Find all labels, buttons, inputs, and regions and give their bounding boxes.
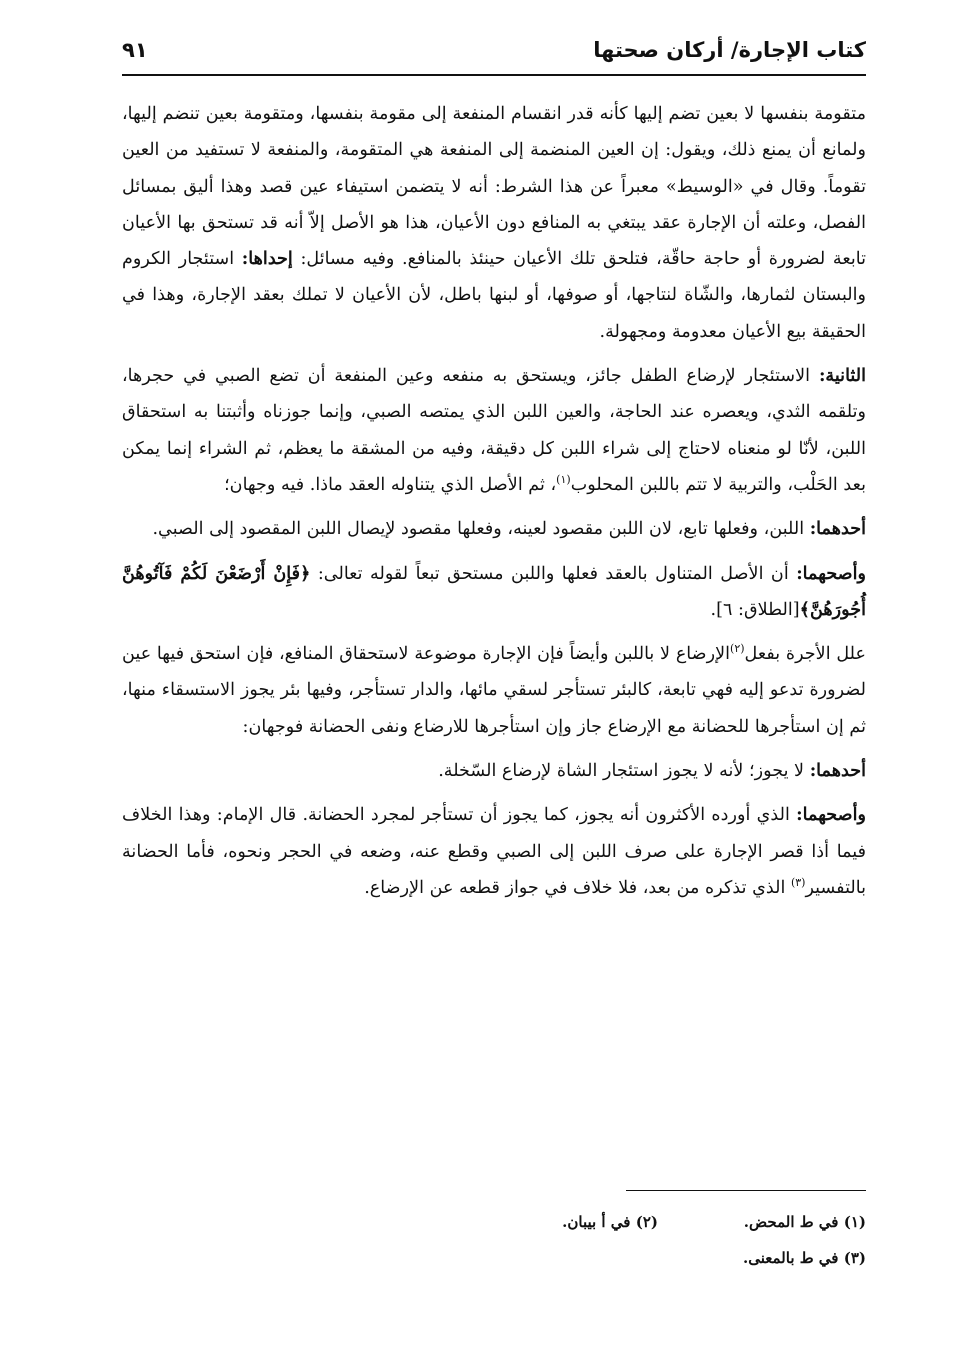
paragraph-2 xyxy=(122,358,866,503)
paragraph-text: علل الأجرة بفعل xyxy=(744,644,866,665)
paragraph-6 xyxy=(122,753,866,789)
page-number: ٩١ xyxy=(122,38,148,62)
footnote-text: في ط المحض. xyxy=(743,1213,839,1231)
paragraph-lead: وأصحهما: xyxy=(796,804,866,826)
footnote-text: في أ بيبان. xyxy=(562,1213,631,1231)
footnote-row xyxy=(122,1204,866,1240)
footnote-2 xyxy=(450,1204,658,1240)
running-title: كتاب الإجارة/ أركان صحتها xyxy=(593,38,866,62)
footnote-ref-1[interactable]: (١) xyxy=(556,473,571,487)
paragraph-text: أن الأصل المتناول بالعقد فعلها واللبن مستحق تبعاً لقوله تعالى: xyxy=(310,563,797,584)
footnote-text: في ط بالمعنى. xyxy=(743,1249,839,1267)
footnote-label: (١) xyxy=(843,1213,866,1231)
footnote-ref-3[interactable]: (٣) xyxy=(790,876,806,890)
footnotes xyxy=(122,1204,866,1276)
paragraph-text: لا يجوز؛ لأنه لا يجوز استئجار الشاة لإرضاع السّخلة. xyxy=(438,761,810,782)
header-divider xyxy=(122,74,866,76)
paragraph-text: متقومة بنفسها لا بعين تضم إليها كأنه قدر انقسام المنفعة إلى مقومة بنفسها، ومتقومة بعين تنضم إليها، ولمانع أن يمنع ذلك، ويقول: إن العين المنضمة إلى المنفعة هي المتقومة، والمنفعة لا تستفيد من العين تقوماً. وقال في «الوسيط» معبراً عن هذا الشرط: أنه لا يتضمن استيفاء عين قصد وهذا أليق بمسائل الفصل، وعلته أن الإجارة عقد يبتغي به المنافع دون الأعيان، هذا هو الأصل إلاّ أنه قد تستحق بها الأعيان تابعة لضرورة أو حاجة حاقّة، فتلحق تلك الأعيان حينئذ بالمنافع. وفيه مسائل: xyxy=(122,104,866,270)
paragraph-lead: أحدهما: xyxy=(809,760,866,782)
paragraph-4 xyxy=(122,556,866,629)
paragraph-text: الاستئجار لإرضاع الطفل جائز، ويستحق به منفعه وعين المنفعة أن تضع الصبي في حجرها، وتلقمه الثدي، ويعصره عند الحاجة، والعين اللبن الذي يمتصه الصبي، وإنما جوزناه وأثبتنا به استحقاق اللبن، لأنّا لو منعناه لاحتاج إلى شراء اللبن كل دقيقة، وفيه من المشقة ما يعظم، ثم الشراء إنما يمكن بعد الحَلْب، والتربية لا تتم باللبن المحلوب xyxy=(122,366,866,495)
paragraph-tail: ، ثم الأصل الذي يتناوله العقد ماذا. فيه وجهان؛ xyxy=(224,474,557,495)
quran-verse: ﴿فَإِنْ أَرْضَعْنَ لَكُمْ فَآتُوهُنَّ أُجُورَهُنَّ﴾ xyxy=(122,562,866,620)
paragraph-inline-lead: إحداها: xyxy=(241,248,293,270)
paragraph-lead: وأصحهما: xyxy=(796,562,867,584)
footnote-label: (٣) xyxy=(843,1249,866,1267)
verse-citation: [الطلاق: ٦]. xyxy=(710,599,800,620)
page-header xyxy=(122,30,866,70)
footnote-row xyxy=(122,1240,866,1276)
paragraph-3 xyxy=(122,511,866,547)
paragraph-text: اللبن، وفعلها تابع، لان اللبن مقصود لعينه، وفعلها مقصود لإيصال اللبن المقصود إلى الصبي. xyxy=(152,519,810,540)
footnote-label: (٢) xyxy=(635,1213,658,1231)
paragraph-1 xyxy=(122,96,866,350)
paragraph-tail: الذي تذكره من بعد، فلا خلاف في جواز قطعه عن الإرضاع. xyxy=(364,877,791,898)
paragraph-5 xyxy=(122,636,866,745)
footnote-1 xyxy=(658,1204,866,1240)
footnote-3 xyxy=(658,1240,866,1276)
paragraph-lead: الثانية: xyxy=(818,365,866,387)
main-text xyxy=(122,96,866,914)
footnote-ref-2[interactable]: (٢) xyxy=(730,642,745,656)
paragraph-tail: الإرضاع لا باللبن وأيضاً فإن الإجارة موضوعة لاستحقاق المنافع، فإن استحق فيها عين لضرورة تدعو إليه فهي تابعة، كالبئر تستأجر لسقي مائها، والدار تستأجر، وفيها بئر يجوز الاستسقاء منها، ثم إن استأجرها للحضانة مع الإرضاع جاز وإن استأجرها للارضاع ونفى الحضانة فوجهان: xyxy=(122,644,866,737)
paragraph-lead: أحدهما: xyxy=(809,518,866,540)
paragraph-7 xyxy=(122,797,866,906)
paragraph-tail: استئجار الكروم والبستان لثمارها، والشّاة لنتاجها، أو صوفها، أو لبنها باطل، لأن الأعيان لا تملك بعقد الإجارة، وهذا في الحقيقة بيع الأعيان معدومة ومجهولة. xyxy=(122,249,866,342)
paragraph-text: الذي أورده الأكثرون أنه يجوز، كما يجوز أن تستأجر لمجرد الحضانة. قال الإمام: وهذا الخلاف فيما أذا قصر الإجارة على صرف اللبن إلى الصبي وقطع عنه، وضعه في الحجر ونحوه، فأما الحضانة بالتفسير xyxy=(122,805,866,898)
footnote-divider xyxy=(626,1190,866,1191)
